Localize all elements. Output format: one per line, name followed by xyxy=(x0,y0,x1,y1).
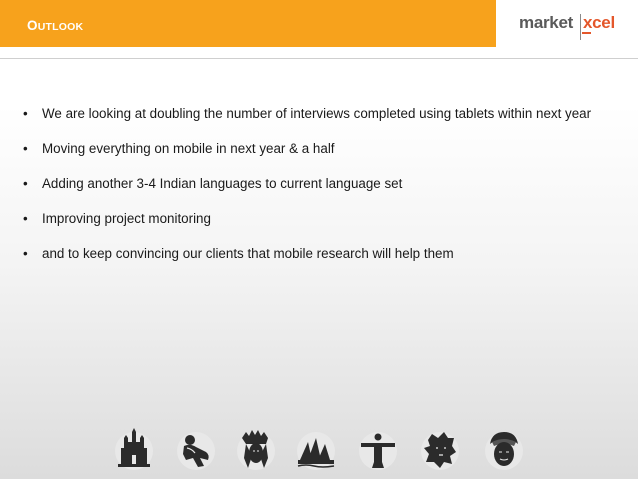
opera-house-icon xyxy=(296,428,336,474)
slide-title-rest: UTLOOK xyxy=(37,21,84,33)
logo-market-text: market xyxy=(519,13,573,32)
header-separator xyxy=(0,58,638,59)
bullet-item xyxy=(23,245,613,262)
bullet-text: Adding another 3-4 Indian languages to current language set xyxy=(42,176,403,191)
turbaned-man-icon xyxy=(484,428,524,474)
bullet-item xyxy=(23,140,613,157)
logo-divider xyxy=(580,14,581,40)
bullet-list xyxy=(23,105,613,280)
header-bar xyxy=(0,0,496,47)
slide-title-initial: O xyxy=(27,18,38,33)
bullet-text: Improving project monitoring xyxy=(42,211,211,226)
christ-statue-icon xyxy=(358,428,398,474)
bullet-dot: • xyxy=(23,246,28,261)
bullet-text: Moving everything on mobile in next year & a half xyxy=(42,141,335,156)
slide-title xyxy=(27,17,83,35)
marketxcel-logo xyxy=(519,8,624,42)
bullet-text: We are looking at doubling the number of interviews completed using tablets within next year xyxy=(42,106,592,121)
bullet-dot: • xyxy=(23,176,28,191)
footer-icon-strip xyxy=(114,428,534,474)
native-headdress-icon xyxy=(236,428,276,474)
bullet-item xyxy=(23,175,613,192)
bullet-dot: • xyxy=(23,141,28,156)
logo-underline xyxy=(582,32,591,34)
bullet-text: and to keep convincing our clients that mobile research will help them xyxy=(42,246,454,261)
logo-xcel-text: xcel xyxy=(583,13,615,32)
bullet-item xyxy=(23,210,613,227)
cathedral-icon xyxy=(114,428,154,474)
lion-head-icon xyxy=(420,428,460,474)
reclining-figure-icon xyxy=(176,428,216,474)
bullet-item xyxy=(23,105,613,122)
bullet-dot: • xyxy=(23,106,28,121)
bullet-dot: • xyxy=(23,211,28,226)
